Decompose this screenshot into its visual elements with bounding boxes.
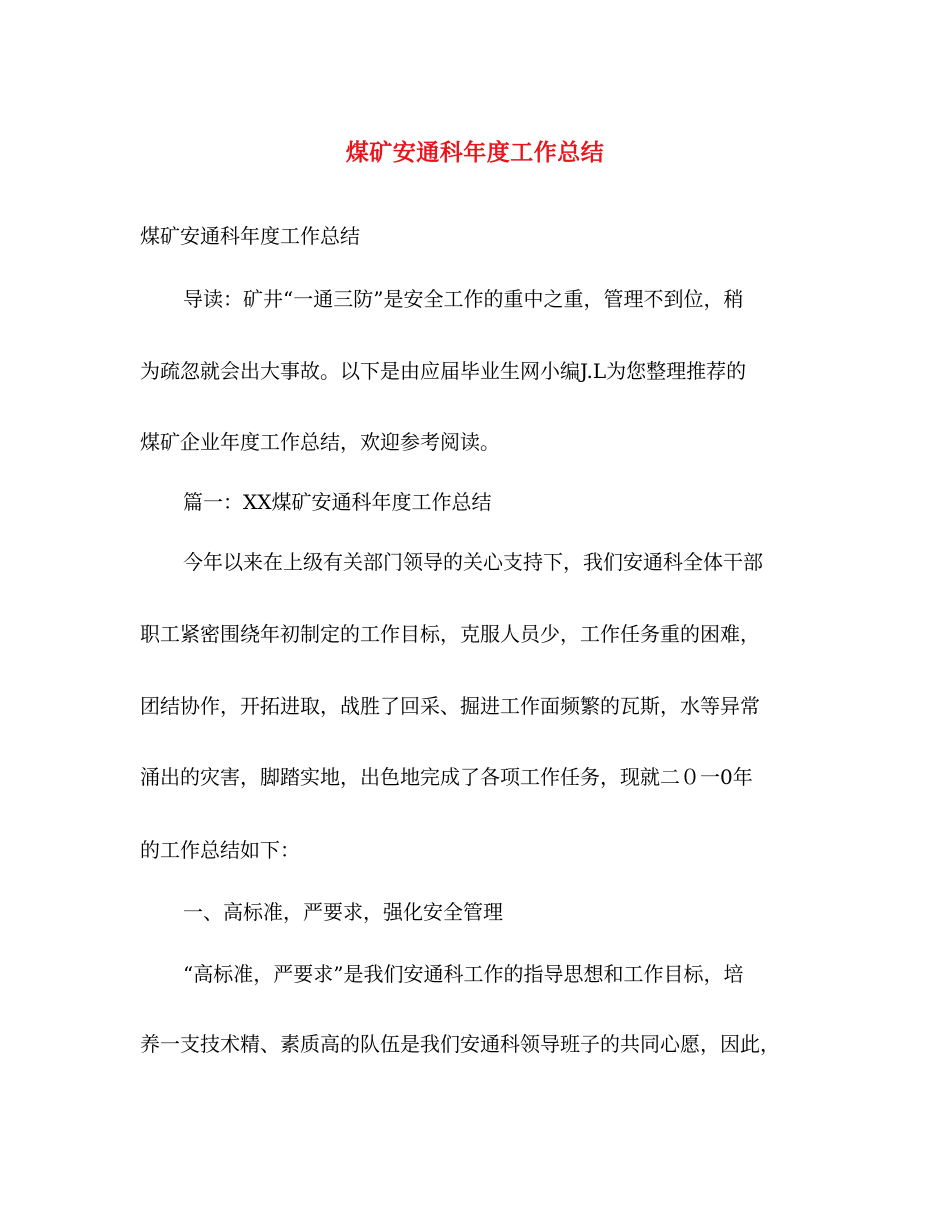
section-heading: 篇一：XX煤矿安通科年度工作总结: [183, 490, 492, 514]
paragraph-line: 导读：矿井“一通三防”是安全工作的重中之重，管理不到位，稍: [183, 287, 744, 311]
subtitle-line: 煤矿安通科年度工作总结: [140, 224, 360, 248]
paragraph-line: 今年以来在上级有关部门领导的关心支持下，我们安通科全体干部: [183, 550, 763, 574]
paragraph-line: 团结协作，开拓进取，战胜了回采、掘进工作面频繁的瓦斯，水等异常: [140, 694, 760, 718]
paragraph-line: 煤矿企业年度工作总结，欢迎参考阅读。: [140, 430, 500, 454]
paragraph-line: “高标准，严要求”是我们安通科工作的指导思想和工作目标，培: [183, 962, 744, 986]
paragraph-line: 职工紧密围绕年初制定的工作目标，克服人员少，工作任务重的困难，: [140, 622, 760, 646]
section-heading: 一、高标准，严要求，强化安全管理: [183, 900, 503, 924]
document-title: 煤矿安通科年度工作总结: [345, 139, 605, 166]
paragraph-line: 为疏忽就会出大事故。以下是由应届毕业生网小编J.L为您整理推荐的: [140, 359, 747, 383]
paragraph-line: 涌出的灾害，脚踏实地，出色地完成了各项工作任务，现就二０一0年: [140, 765, 753, 789]
paragraph-line: 的工作总结如下：: [140, 838, 300, 862]
paragraph-line: 养一支技术精、素质高的队伍是我们安通科领导班子的共同心愿，因此，: [140, 1032, 780, 1056]
